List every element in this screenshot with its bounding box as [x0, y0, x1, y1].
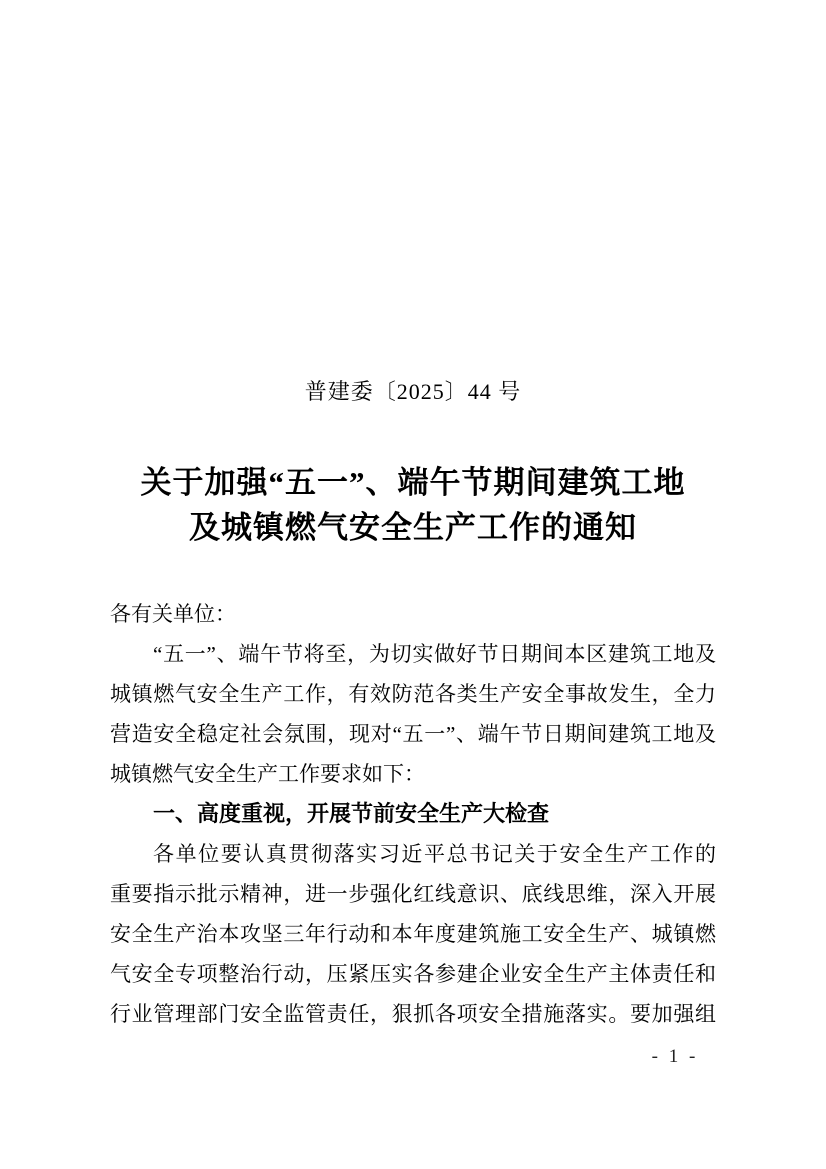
salutation: 各有关单位： [110, 602, 236, 626]
section-1-heading: 一、高度重视，开展节前安全生产大检查 [153, 801, 550, 826]
page-number: - 1 - [651, 1046, 699, 1067]
paragraph-1-line-2: 城镇燃气安全生产工作，有效防范各类生产安全事故发生，全力 [110, 682, 716, 706]
doc-number: 普建委〔2025〕44 号 [304, 379, 522, 404]
paragraph-2-line-1: 各单位要认真贯彻落实习近平总书记关于安全生产工作的 [153, 842, 716, 866]
document-title [0, 460, 826, 550]
paragraph-2-line-4: 气安全专项整治行动，压紧压实各参建企业安全生产主体责任和 [110, 962, 716, 986]
paragraph-1-line-3: 营造安全稳定社会氛围，现对“五一”、端午节日期间建筑工地及 [110, 722, 716, 746]
paragraph-1-line-4: 城镇燃气安全生产工作要求如下： [110, 762, 425, 786]
paragraph-2-line-5: 行业管理部门安全监管责任，狠抓各项安全措施落实。要加强组 [110, 1002, 716, 1026]
paragraph-2-line-3: 安全生产治本攻坚三年行动和本年度建筑施工安全生产、城镇燃 [110, 922, 716, 946]
document-title-line-1: 关于加强“五一”、端午节期间建筑工地 [140, 465, 686, 500]
document-body [110, 594, 716, 1034]
paragraph-2-line-2: 重要指示批示精神，进一步强化红线意识、底线思维，深入开展 [110, 882, 716, 906]
document-title-line-2: 及城镇燃气安全生产工作的通知 [189, 510, 637, 545]
paragraph-1-line-1: “五一”、端午节将至，为切实做好节日期间本区建筑工地及 [153, 642, 716, 666]
